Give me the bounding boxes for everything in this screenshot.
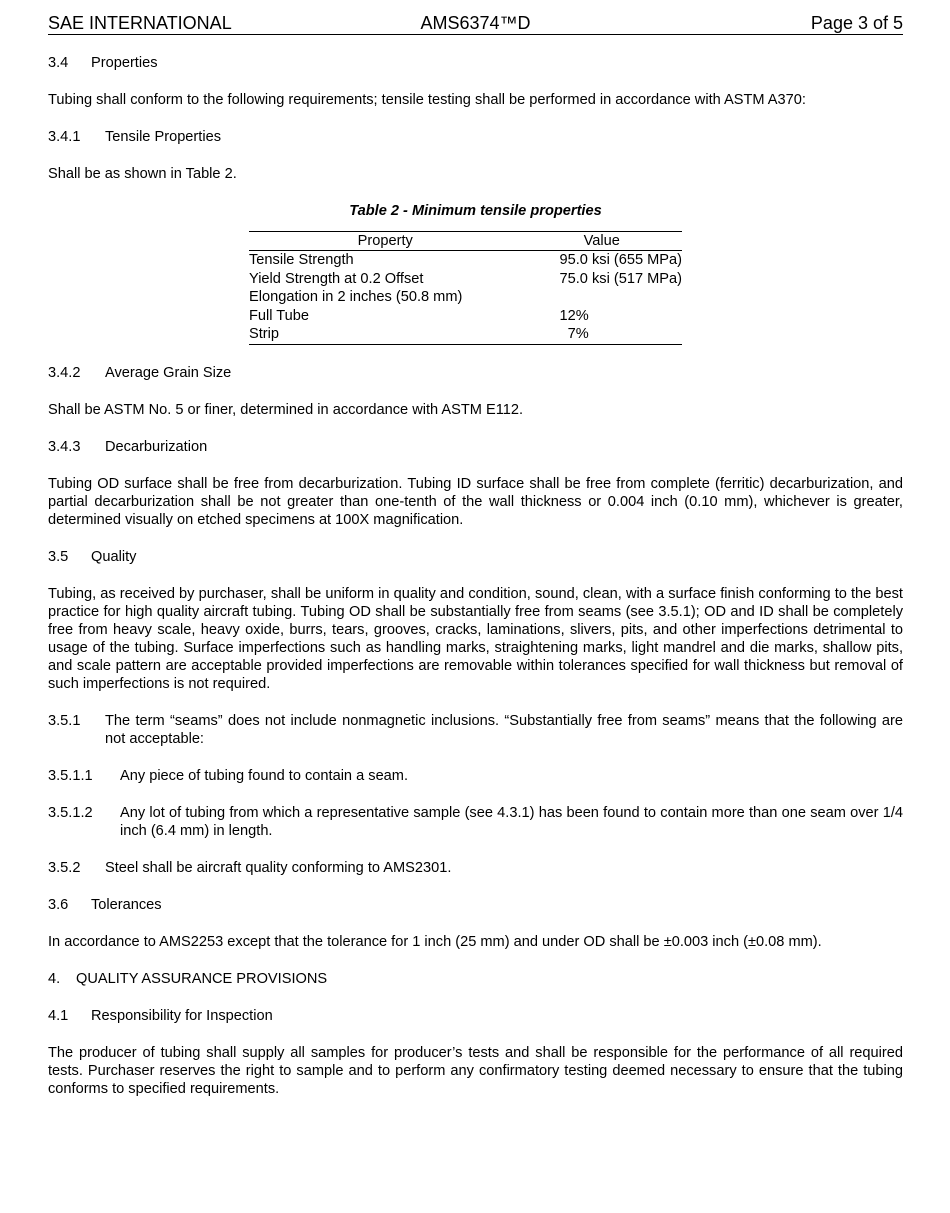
section-text: The term “seams” does not include nonmagnetic inclusions. “Substantially free from seams” means that the following are not acceptable: [105, 712, 903, 747]
section-title: Decarburization [105, 438, 208, 455]
section-3-6-text: In accordance to AMS2253 except that the tolerance for 1 inch (25 mm) and under OD shall be ±0.003 inch (±0.08 mm). [48, 933, 822, 950]
section-3-5-2 [48, 859, 903, 877]
section-number: 3.5.2 [48, 859, 81, 876]
section-title: Properties [91, 55, 158, 71]
table-row [249, 251, 682, 270]
section-4-1-heading [48, 1007, 903, 1025]
tensile-properties-table [249, 231, 682, 345]
section-title: Quality [91, 548, 137, 565]
value-cell: 75.0 ksi (517 MPa) [559, 270, 682, 287]
section-text: Any lot of tubing from which a representative sample (see 4.3.1) has been found to contain more than one seam over 1/4 inch (6.4 mm) in length. [120, 804, 903, 839]
section-number: 3.4.1 [48, 129, 81, 145]
section-number: 3.5 [48, 548, 69, 565]
column-header-property: Property [249, 232, 522, 251]
section-number: 3.4 [48, 55, 69, 71]
section-number: 3.6 [48, 896, 69, 913]
table-row [249, 307, 682, 326]
table-row [249, 288, 682, 307]
section-3-4-heading [48, 54, 903, 72]
property-cell: Tensile Strength [249, 252, 354, 268]
property-cell: Yield Strength at 0.2 Offset [249, 270, 424, 287]
document-page [48, 12, 903, 1098]
property-cell: Full Tube [249, 307, 310, 324]
section-3-5-1-1 [48, 767, 903, 785]
table-header-row [249, 232, 682, 251]
section-text: Any piece of tubing found to contain a seam. [120, 767, 409, 784]
section-number: 3.4.2 [48, 364, 81, 381]
section-3-6-heading [48, 896, 903, 914]
section-3-4-1-heading [48, 128, 903, 146]
section-text: Steel shall be aircraft quality conforming to AMS2301. [105, 859, 452, 876]
section-number: 4. [48, 970, 61, 987]
section-4-heading [48, 970, 903, 988]
section-number: 3.5.1 [48, 712, 81, 729]
section-3-5-heading [48, 548, 903, 566]
section-number: 3.5.1.1 [48, 767, 93, 784]
section-3-4-1-text: Shall be as shown in Table 2. [48, 166, 237, 182]
table-row [249, 325, 682, 344]
property-cell: Strip [249, 326, 280, 342]
value-cell [522, 288, 682, 307]
section-3-5-1-2 [48, 804, 903, 840]
section-title: Tolerances [91, 896, 162, 913]
column-header-value: Value [522, 232, 682, 251]
page-header [48, 12, 903, 35]
section-title: Average Grain Size [105, 364, 232, 381]
table-2-caption: Table 2 - Minimum tensile properties [349, 203, 602, 219]
section-3-4-3-text: Tubing OD surface shall be free from decarburization. Tubing ID surface shall be free from complete (ferritic) decarburization, and partial decarburization shall be not greater than one-tenth of the wall thickness or 0.004 inch (0.10 mm), whichever is greater, determined visually on etched specimens at 100X magnification. [48, 475, 903, 528]
section-title: Tensile Properties [105, 129, 221, 145]
section-title: QUALITY ASSURANCE PROVISIONS [76, 970, 328, 987]
section-title: Responsibility for Inspection [91, 1007, 273, 1024]
header-page-number: Page 3 of 5 [810, 13, 903, 33]
value-cell: 95.0 ksi (655 MPa) [559, 252, 682, 268]
section-number: 3.5.1.2 [48, 804, 93, 821]
table-row [249, 270, 682, 289]
section-3-4-2-heading [48, 364, 903, 382]
header-organization: SAE INTERNATIONAL [48, 13, 232, 33]
property-cell: Elongation in 2 inches (50.8 mm) [249, 289, 463, 305]
section-number: 4.1 [48, 1007, 69, 1024]
section-3-4-text: Tubing shall conform to the following requirements; tensile testing shall be performed in accordance with ASTM A370: [48, 92, 806, 108]
header-document-number: AMS6374™D [420, 13, 531, 33]
section-3-5-text: Tubing, as received by purchaser, shall be uniform in quality and condition, sound, clean, with a surface finish conforming to the best practice for high quality aircraft tubing. Tubing OD shall be substantially free from seams (see 3.5.1); OD and ID shall be completely free from heavy scale, heavy oxide, burrs, tears, grooves, cracks, laminations, slivers, pits, and other imperfections detrimental to usage of the tubing. Surface imperfections such as handling marks, straightening marks, light mandrel and die marks, shallow pits, and scale pattern are acceptable provided imperfections are removable within tolerances specified for wall thickness but removal of such imperfections is not required. [48, 585, 903, 692]
section-3-4-3-heading [48, 438, 903, 456]
section-3-5-1 [48, 712, 903, 748]
section-number: 3.4.3 [48, 438, 81, 455]
section-3-4-2-text: Shall be ASTM No. 5 or finer, determined in accordance with ASTM E112. [48, 401, 524, 418]
value-cell: 7% [559, 326, 589, 342]
value-cell: 12% [559, 307, 589, 324]
section-4-1-text: The producer of tubing shall supply all samples for producer’s tests and shall be responsible for the performance of all required tests. Purchaser reserves the right to sample and to perform any confirmatory testing deemed necessary to ensure that the tubing conforms to specified requirements. [48, 1044, 903, 1097]
